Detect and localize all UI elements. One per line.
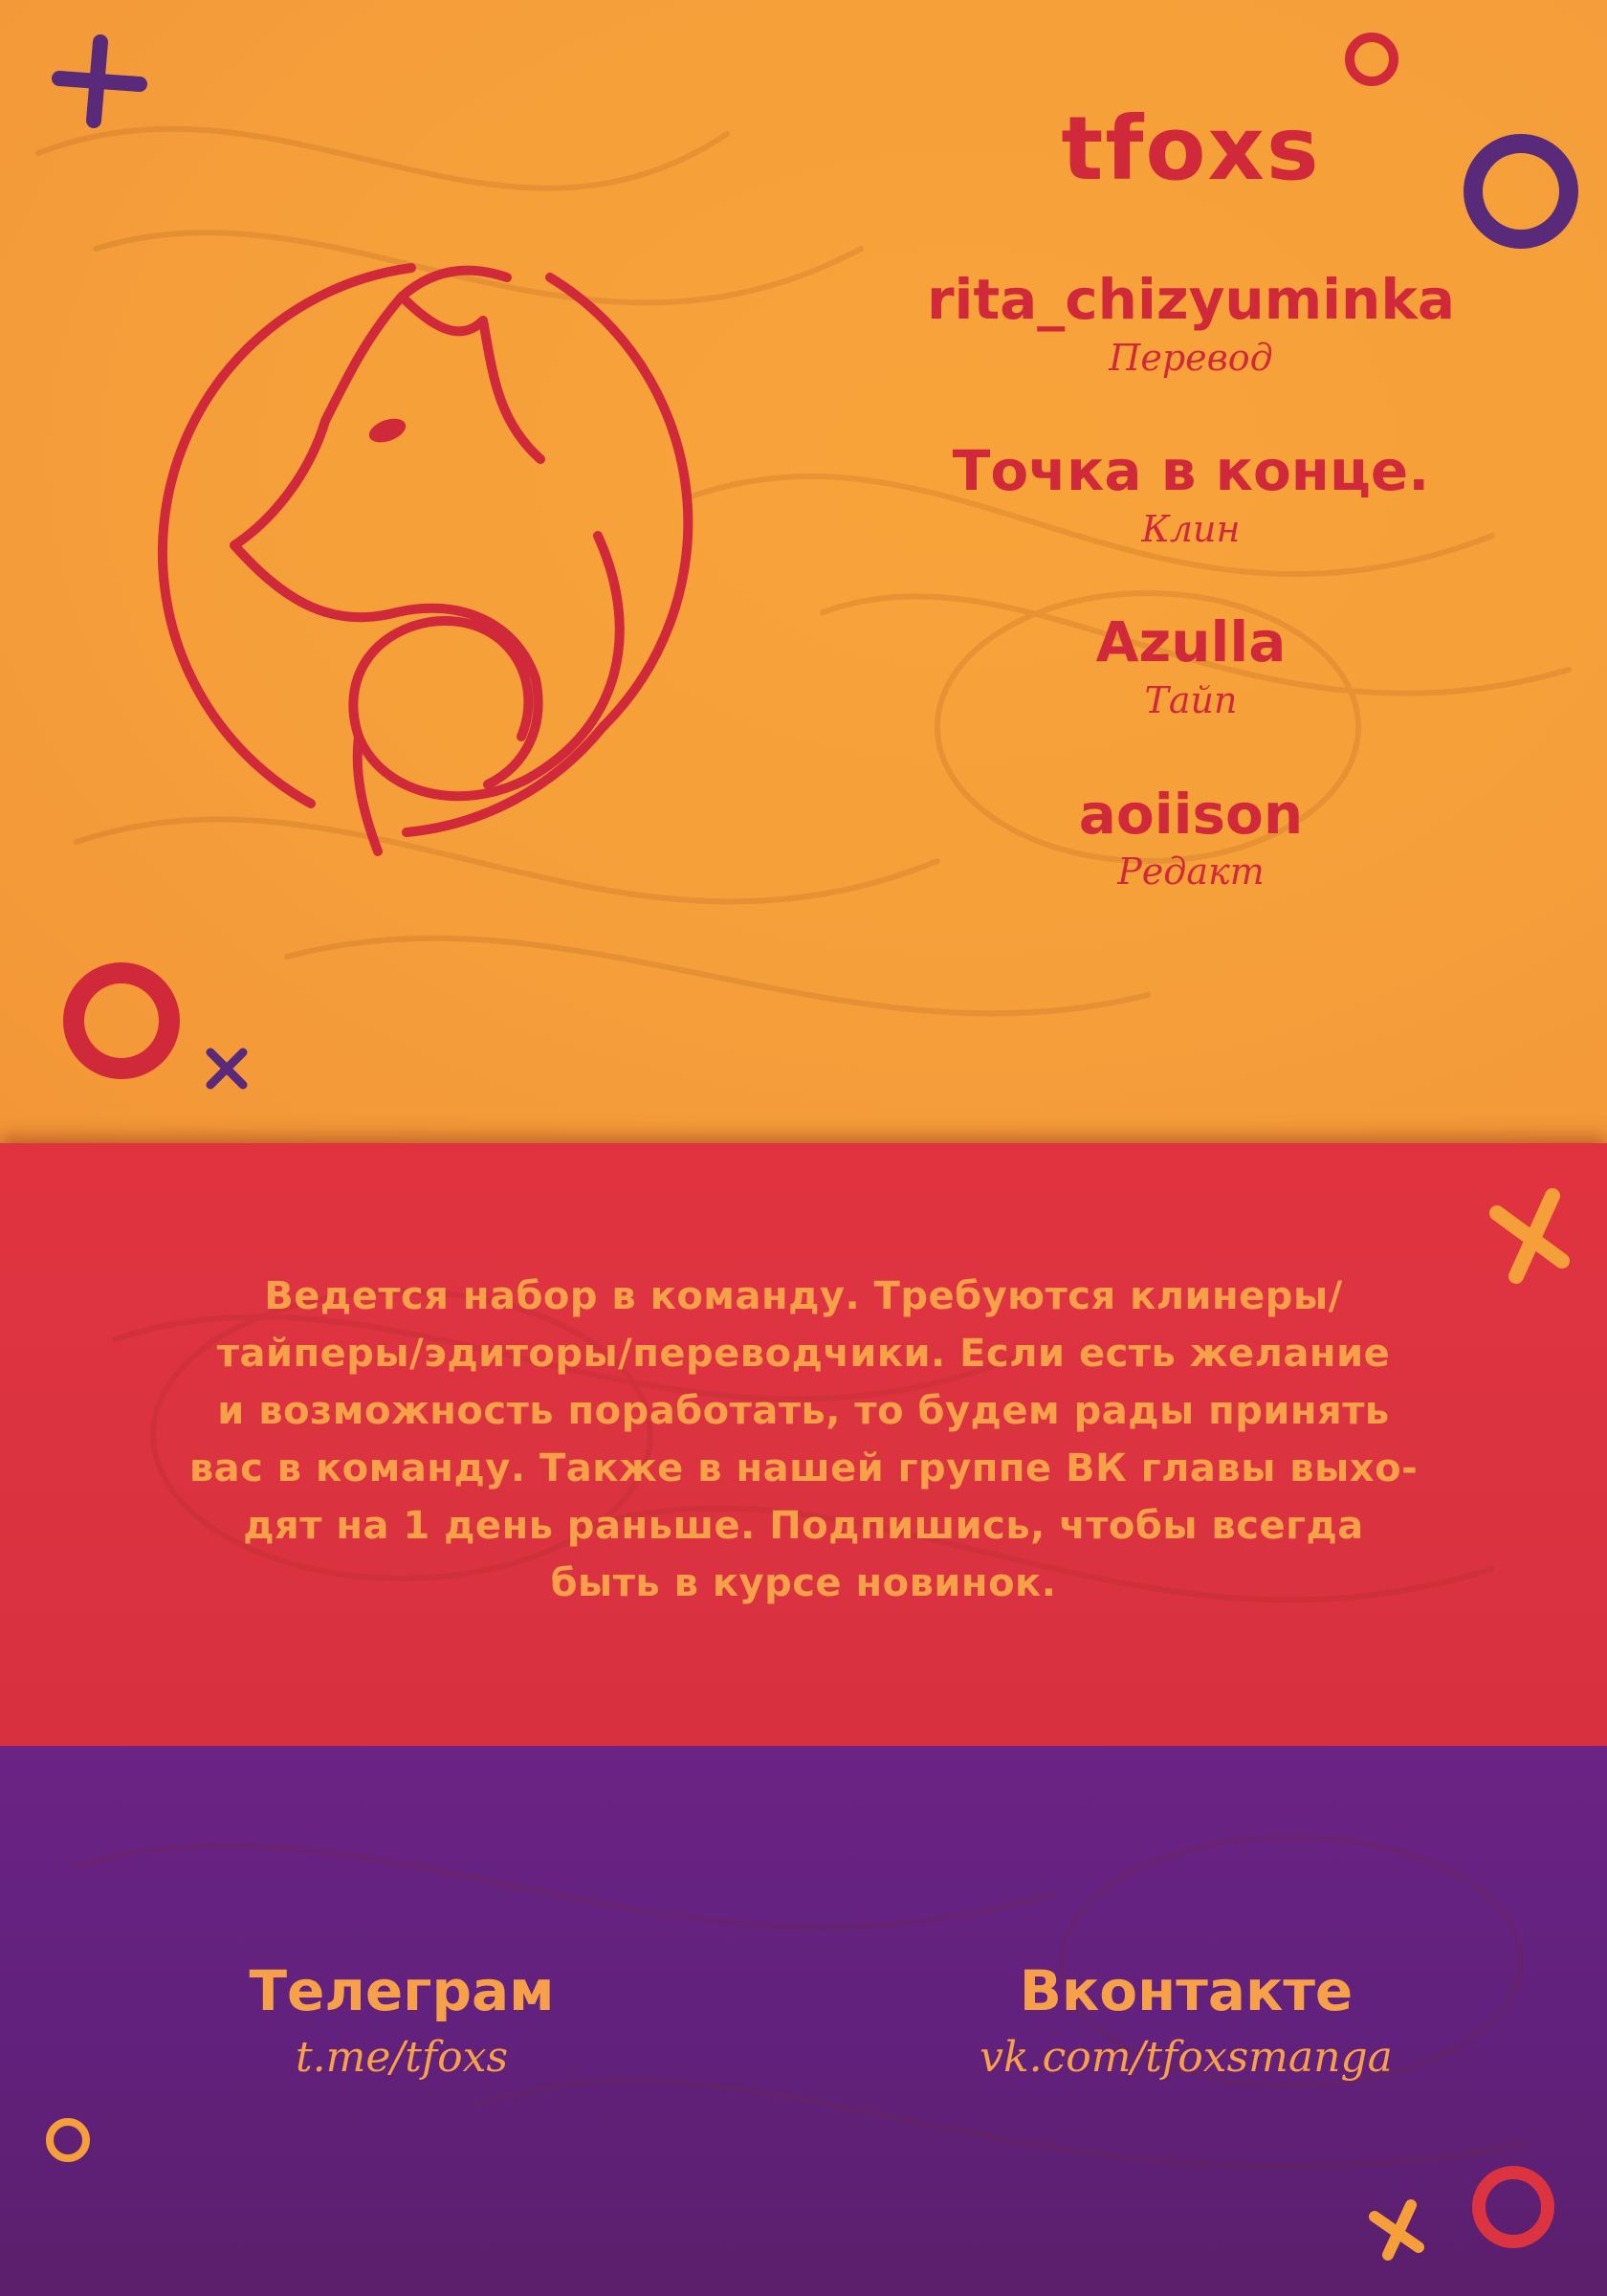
announcement-line: и возможность поработать, то будем рады принять bbox=[217, 1389, 1390, 1433]
telegram-link-block bbox=[191, 1958, 612, 2086]
credit-name: rita_chizyuminka bbox=[926, 267, 1456, 332]
credit-item bbox=[890, 267, 1492, 382]
plus-icon bbox=[48, 29, 153, 134]
credit-role: Перевод bbox=[1109, 336, 1273, 379]
cross-icon bbox=[1478, 1184, 1583, 1290]
announcement-line: вас в команду. Также в нашей группе ВК главы выхо- bbox=[188, 1446, 1419, 1490]
announcement-line: дят на 1 день раньше. Подпишись, чтобы всегда bbox=[243, 1504, 1364, 1548]
announcement-line: тайперы/эдиторы/переводчики. Если есть желание bbox=[216, 1332, 1391, 1376]
credit-name: Точка в конце. bbox=[952, 438, 1430, 504]
vk-url[interactable]: vk.com/tfoxsmanga bbox=[980, 2032, 1393, 2082]
credit-role: Редакт bbox=[1117, 850, 1265, 894]
announcement-line: Ведется набор в команду. Требуются клинеры/ bbox=[264, 1274, 1343, 1318]
recruitment-announcement bbox=[143, 1268, 1464, 1612]
announcement-line: быть в курсе новинок. bbox=[550, 1561, 1057, 1605]
credit-name: aoiison bbox=[1078, 781, 1304, 847]
circle-icon bbox=[57, 957, 187, 1086]
telegram-title: Телеграм bbox=[249, 1958, 555, 2023]
credit-item bbox=[890, 781, 1492, 896]
credit-item bbox=[890, 438, 1492, 553]
team-name: tfoxs bbox=[1061, 98, 1321, 200]
fox-logo-icon bbox=[143, 230, 756, 899]
vk-title: Вконтакте bbox=[1019, 1958, 1354, 2023]
circle-icon bbox=[1341, 29, 1402, 90]
credit-item bbox=[890, 609, 1492, 724]
credits-list bbox=[890, 98, 1492, 956]
cross-icon bbox=[1363, 2196, 1430, 2263]
credit-role: Клин bbox=[1141, 507, 1241, 550]
credit-role: Тайп bbox=[1144, 679, 1238, 722]
credit-name: Azulla bbox=[1095, 609, 1287, 675]
telegram-url[interactable]: t.me/tfoxs bbox=[295, 2032, 509, 2082]
vk-link-block bbox=[890, 1958, 1483, 2086]
circle-icon bbox=[1464, 2157, 1564, 2258]
cross-icon bbox=[203, 1045, 251, 1093]
circle-icon bbox=[40, 2112, 96, 2168]
